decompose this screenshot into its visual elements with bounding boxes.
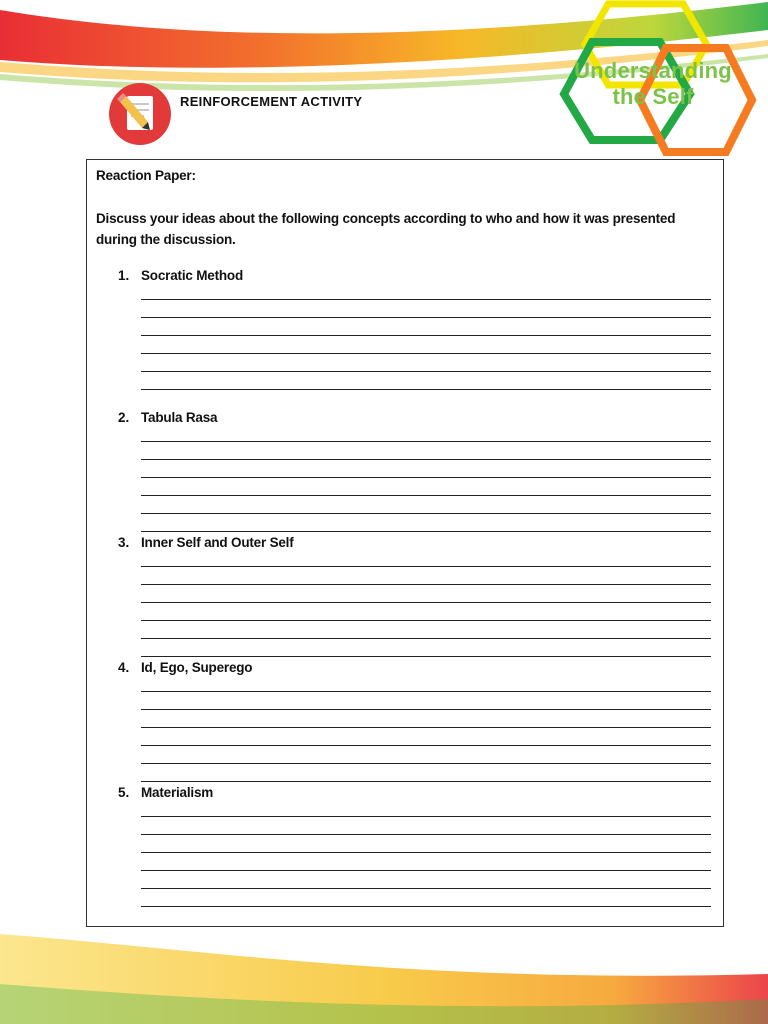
pencil-paper-icon bbox=[108, 82, 172, 146]
answer-line[interactable] bbox=[141, 745, 711, 746]
paper-instructions: Discuss your ideas about the following concepts according to who and how it was presented during the discussion. bbox=[96, 211, 676, 247]
item-number: 1. bbox=[118, 268, 130, 283]
answer-line[interactable] bbox=[141, 566, 711, 567]
answer-line[interactable] bbox=[141, 781, 711, 782]
brand-title-line2: the Self bbox=[612, 84, 694, 109]
answer-line[interactable] bbox=[141, 459, 711, 460]
answer-line[interactable] bbox=[141, 620, 711, 621]
answer-line[interactable] bbox=[141, 763, 711, 764]
answer-line[interactable] bbox=[141, 602, 711, 603]
answer-line[interactable] bbox=[141, 477, 711, 478]
answer-line[interactable] bbox=[141, 709, 711, 710]
brand-title-line1: Understanding bbox=[574, 58, 732, 83]
activity-title: REINFORCEMENT ACTIVITY bbox=[180, 94, 363, 109]
answer-line[interactable] bbox=[141, 317, 711, 318]
item-number: 4. bbox=[118, 660, 130, 675]
answer-line[interactable] bbox=[141, 299, 711, 300]
brand-title bbox=[560, 58, 746, 110]
answer-line[interactable] bbox=[141, 353, 711, 354]
answer-line[interactable] bbox=[141, 638, 711, 639]
item-label: Materialism bbox=[141, 785, 214, 800]
answer-line[interactable] bbox=[141, 656, 711, 657]
item-label: Inner Self and Outer Self bbox=[141, 535, 294, 550]
answer-line[interactable] bbox=[141, 531, 711, 532]
answer-line[interactable] bbox=[141, 495, 711, 496]
answer-line[interactable] bbox=[141, 513, 711, 514]
footer-swoosh-decoration bbox=[0, 924, 768, 1024]
item-number: 3. bbox=[118, 535, 130, 550]
answer-line[interactable] bbox=[141, 816, 711, 817]
item-number: 2. bbox=[118, 410, 130, 425]
answer-line[interactable] bbox=[141, 441, 711, 442]
item-label: Socratic Method bbox=[141, 268, 244, 283]
answer-line[interactable] bbox=[141, 888, 711, 889]
answer-line[interactable] bbox=[141, 371, 711, 372]
answer-line[interactable] bbox=[141, 906, 711, 907]
answer-line[interactable] bbox=[141, 834, 711, 835]
item-label: Tabula Rasa bbox=[141, 410, 218, 425]
answer-line[interactable] bbox=[141, 691, 711, 692]
paper-heading: Reaction Paper: bbox=[96, 168, 196, 183]
answer-line[interactable] bbox=[141, 389, 711, 390]
answer-line[interactable] bbox=[141, 852, 711, 853]
answer-line[interactable] bbox=[141, 584, 711, 585]
reaction-paper-box bbox=[86, 159, 724, 927]
item-number: 5. bbox=[118, 785, 130, 800]
answer-line[interactable] bbox=[141, 335, 711, 336]
answer-line[interactable] bbox=[141, 727, 711, 728]
answer-line[interactable] bbox=[141, 870, 711, 871]
item-label: Id, Ego, Superego bbox=[141, 660, 253, 675]
